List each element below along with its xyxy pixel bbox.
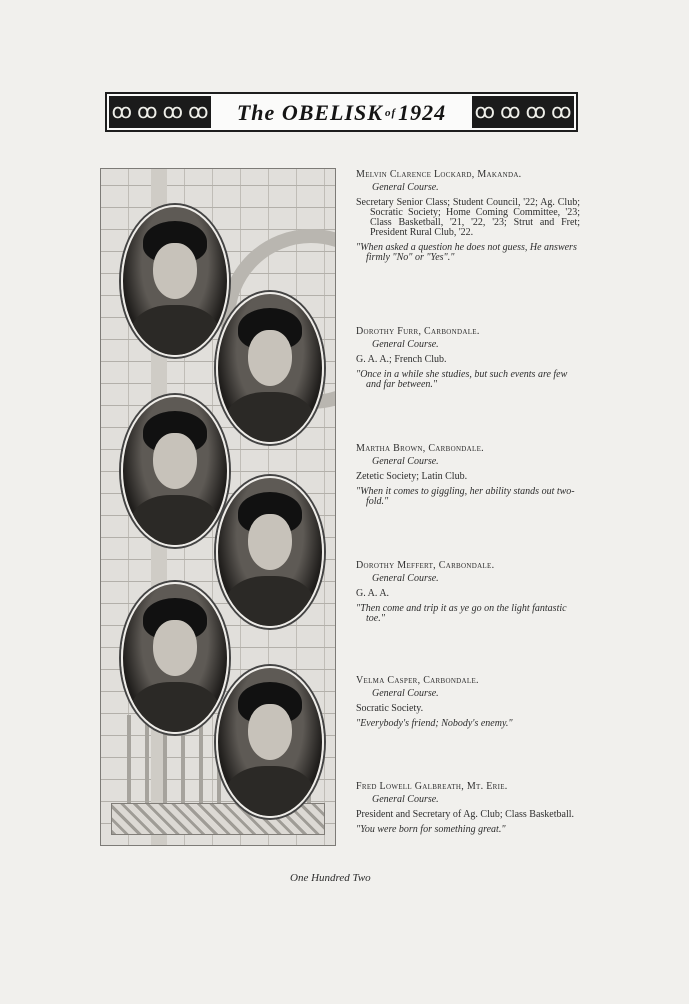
student-entry — [356, 444, 580, 507]
ornament-glyph: ꝏ — [474, 101, 495, 123]
page-number: One Hundred Two — [290, 872, 371, 884]
student-name: Fred Lowell Galbreath, Mt. Erie. — [356, 781, 508, 792]
student-course: General Course. — [372, 794, 439, 805]
student-course: General Course. — [372, 456, 439, 467]
student-name: Dorothy Meffert, Carbondale. — [356, 560, 495, 571]
student-name: Velma Casper, Carbondale. — [356, 675, 479, 686]
ornament-glyph: ꝏ — [162, 101, 183, 123]
portrait-shoulders — [226, 766, 314, 818]
student-course: General Course. — [372, 339, 439, 350]
title-of: of — [384, 107, 397, 119]
page-header-banner — [105, 92, 578, 132]
student-quote: "You were born for something great." — [356, 824, 506, 835]
portrait-shoulders — [226, 576, 314, 628]
student-activities: G. A. A.; French Club. — [356, 354, 447, 365]
student-quote: "Once in a while she studies, but such events are few and far between." — [356, 369, 568, 390]
page-title — [215, 98, 468, 128]
ornament-glyph: ꝏ — [111, 101, 132, 123]
portrait-face — [153, 243, 197, 299]
student-activities: G. A. A. — [356, 588, 390, 599]
student-entry — [356, 561, 580, 624]
student-course: General Course. — [372, 573, 439, 584]
student-entry — [356, 676, 580, 729]
student-quote: "When asked a question he does not guess, He answers firmly "No" or "Yes"." — [356, 242, 577, 263]
student-quote: "Everybody's friend; Nobody's enemy." — [356, 718, 513, 729]
student-activities: President and Secretary of Ag. Club; Class Basketball. — [356, 809, 575, 820]
title-year: 1924 — [398, 100, 447, 125]
student-quote: "Then come and trip it as ye go on the light fantastic toe." — [356, 603, 567, 624]
ornament-glyph: ꝏ — [137, 101, 158, 123]
student-name: Martha Brown, Carbondale. — [356, 443, 484, 454]
portrait-photo — [216, 666, 324, 818]
ornament-glyph: ꝏ — [188, 101, 209, 123]
portrait-photo — [216, 292, 324, 444]
header-ornament-right — [472, 96, 574, 128]
student-activities: Secretary Senior Class; Student Council, '22; Ag. Club; Socratic Society; Home Coming Committee, '23; Class Basketball, '21, '22, '23; Strut and Fret; President Rural Club, '22. — [356, 197, 580, 238]
portrait-shoulders — [131, 305, 219, 357]
portrait-photo — [216, 476, 324, 628]
student-quote: "When it comes to giggling, her ability stands out two-fold." — [356, 486, 575, 507]
portrait-face — [248, 330, 292, 386]
portrait-face — [153, 620, 197, 676]
student-name: Melvin Clarence Lockard, Makanda. — [356, 169, 522, 180]
portrait-photo — [121, 205, 229, 357]
ornament-glyph: ꝏ — [500, 101, 521, 123]
student-course: General Course. — [372, 182, 439, 193]
portrait-shoulders — [131, 495, 219, 547]
portrait-face — [248, 514, 292, 570]
ornament-glyph: ꝏ — [551, 101, 572, 123]
student-entry — [356, 782, 580, 835]
student-activities: Zetetic Society; Latin Club. — [356, 471, 468, 482]
portrait-face — [248, 704, 292, 760]
header-ornament-left — [109, 96, 211, 128]
portrait-panel — [100, 168, 336, 846]
student-entry — [356, 327, 580, 390]
ornament-glyph: ꝏ — [525, 101, 546, 123]
portrait-photo — [121, 395, 229, 547]
portrait-shoulders — [131, 682, 219, 734]
student-entry — [356, 170, 580, 263]
student-activities: Socratic Society. — [356, 703, 424, 714]
title-main: OBELISK — [281, 100, 383, 125]
portrait-photo — [121, 582, 229, 734]
portrait-face — [153, 433, 197, 489]
portrait-shoulders — [226, 392, 314, 444]
student-course: General Course. — [372, 688, 439, 699]
student-name: Dorothy Furr, Carbondale. — [356, 326, 480, 337]
title-prefix: The — [236, 100, 276, 125]
